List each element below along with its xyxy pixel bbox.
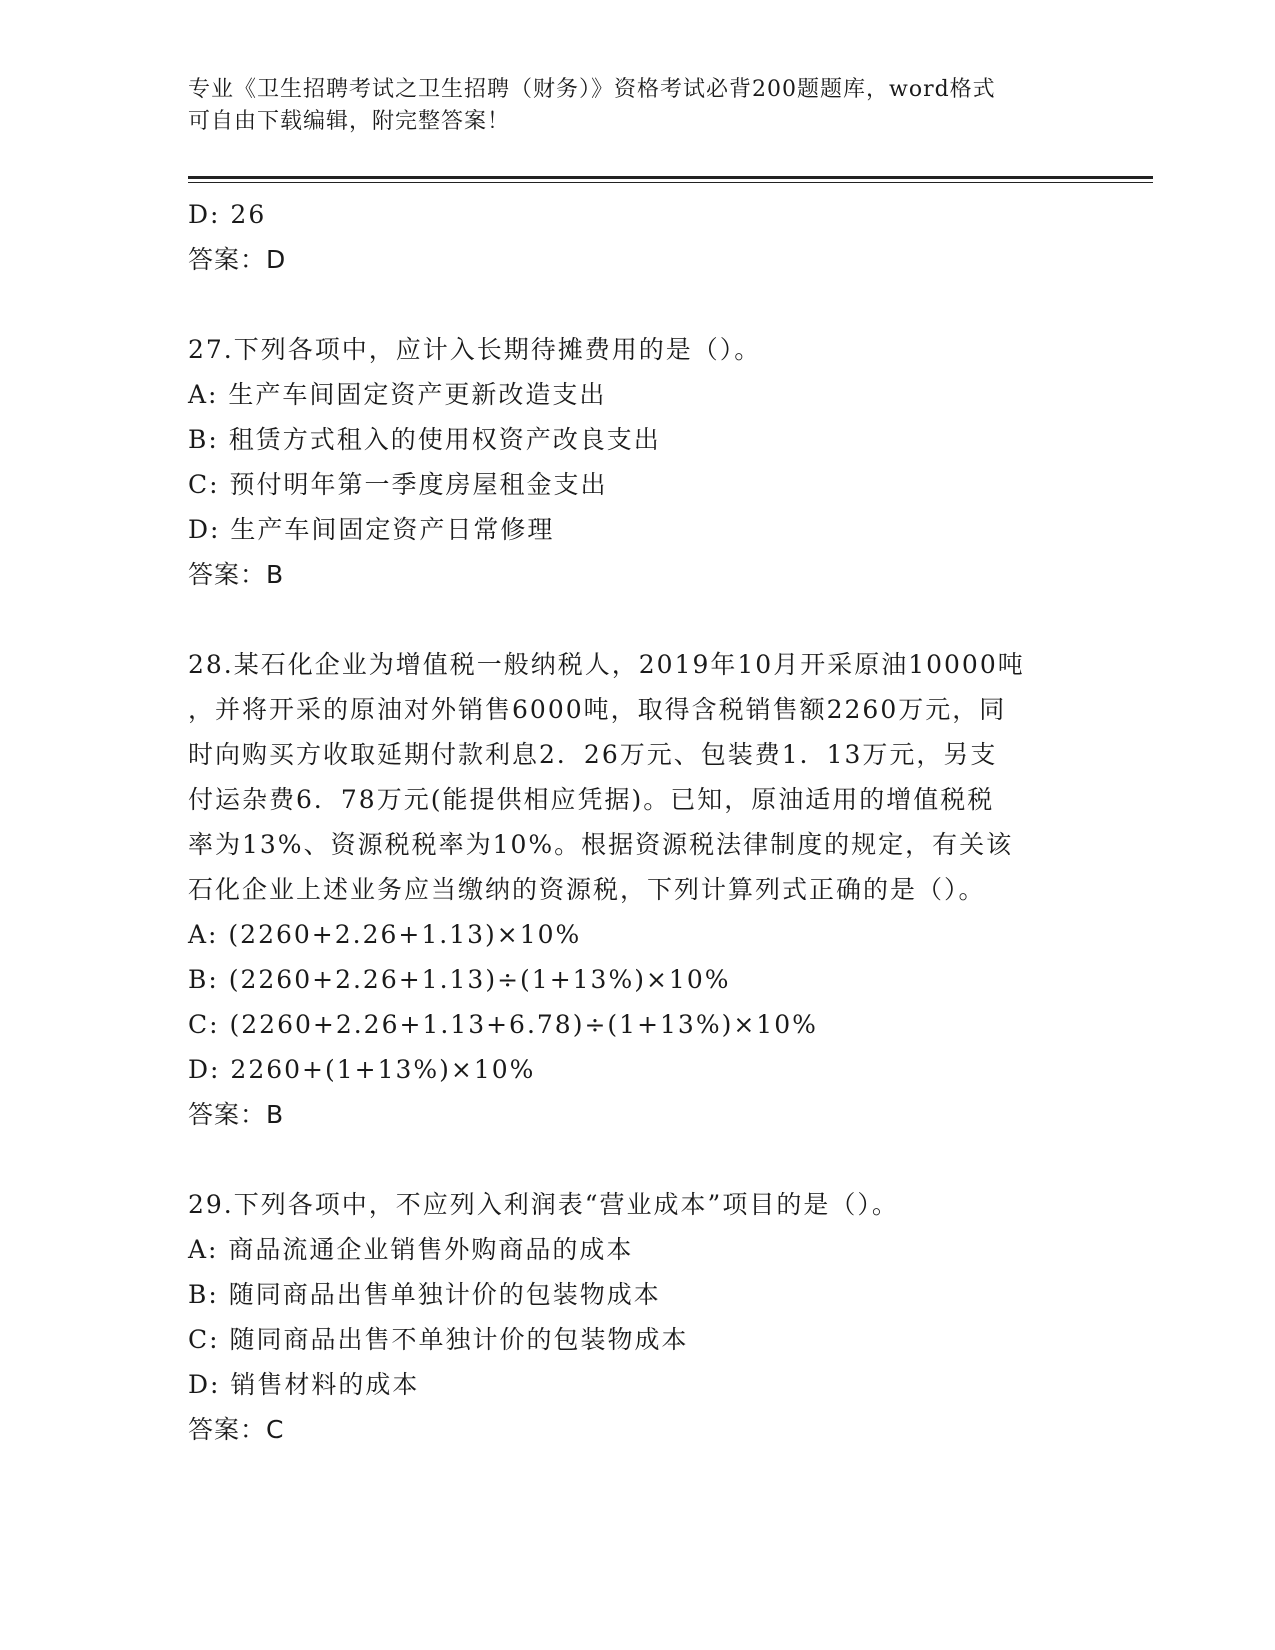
answer-line: 答案：D: [188, 245, 287, 274]
question-stem-line: ，并将开采的原油对外销售6000吨，取得含税销售额2260万元，同: [188, 695, 1007, 724]
header-rule-thin: [188, 182, 1153, 183]
document-header: [188, 74, 1068, 138]
option-b: B: 随同商品出售单独计价的包装物成本: [188, 1280, 661, 1309]
option-d: D: 销售材料的成本: [188, 1370, 420, 1399]
question-stem-line: 时向购买方收取延期付款利息2．26万元、包装费1．13万元，另支: [188, 740, 998, 769]
option-a: A: 生产车间固定资产更新改造支出: [188, 380, 607, 409]
question-29: [188, 1182, 1088, 1452]
question-content: [188, 192, 1088, 1452]
question-stem-line: 石化企业上述业务应当缴纳的资源税，下列计算列式正确的是（）。: [188, 875, 986, 904]
answer-line: 答案：B: [188, 560, 285, 589]
header-rule-thick: [188, 176, 1153, 179]
option-d: D: 26: [188, 200, 267, 229]
answer-line: 答案：B: [188, 1100, 285, 1129]
option-a: A: (2260+2.26+1.13)×10%: [188, 920, 582, 949]
question-stem-line: 付运杂费6．78万元(能提供相应凭据)。已知，原油适用的增值税税: [188, 785, 995, 814]
question-stem: 27.下列各项中，应计入长期待摊费用的是（）。: [188, 335, 762, 364]
header-line-2: 可自由下载编辑，附完整答案！: [188, 109, 511, 134]
question-stem-line: 率为13%、资源税税率为10%。根据资源税法律制度的规定，有关该: [188, 830, 1014, 859]
question-stem: 29.下列各项中，不应列入利润表“营业成本”项目的是（）。: [188, 1190, 899, 1219]
question-27: [188, 327, 1088, 597]
option-d: D: 2260+(1+13%)×10%: [188, 1055, 536, 1084]
option-d: D: 生产车间固定资产日常修理: [188, 515, 555, 544]
option-c: C: 随同商品出售不单独计价的包装物成本: [188, 1325, 689, 1354]
option-b: B: 租赁方式租入的使用权资产改良支出: [188, 425, 661, 454]
question-28: [188, 642, 1088, 1137]
header-line-1: 专业《卫生招聘考试之卫生招聘（财务）》资格考试必背200题题库，word格式: [188, 77, 996, 102]
question-stem-line: 28.某石化企业为增值税一般纳税人，2019年10月开采原油10000吨: [188, 650, 1025, 679]
option-c: C: 预付明年第一季度房屋租金支出: [188, 470, 608, 499]
option-a: A: 商品流通企业销售外购商品的成本: [188, 1235, 634, 1264]
previous-question-tail: [188, 192, 1088, 282]
answer-line: 答案：C: [188, 1415, 285, 1444]
option-b: B: (2260+2.26+1.13)÷(1+13%)×10%: [188, 965, 731, 994]
option-c: C: (2260+2.26+1.13+6.78)÷(1+13%)×10%: [188, 1010, 818, 1039]
